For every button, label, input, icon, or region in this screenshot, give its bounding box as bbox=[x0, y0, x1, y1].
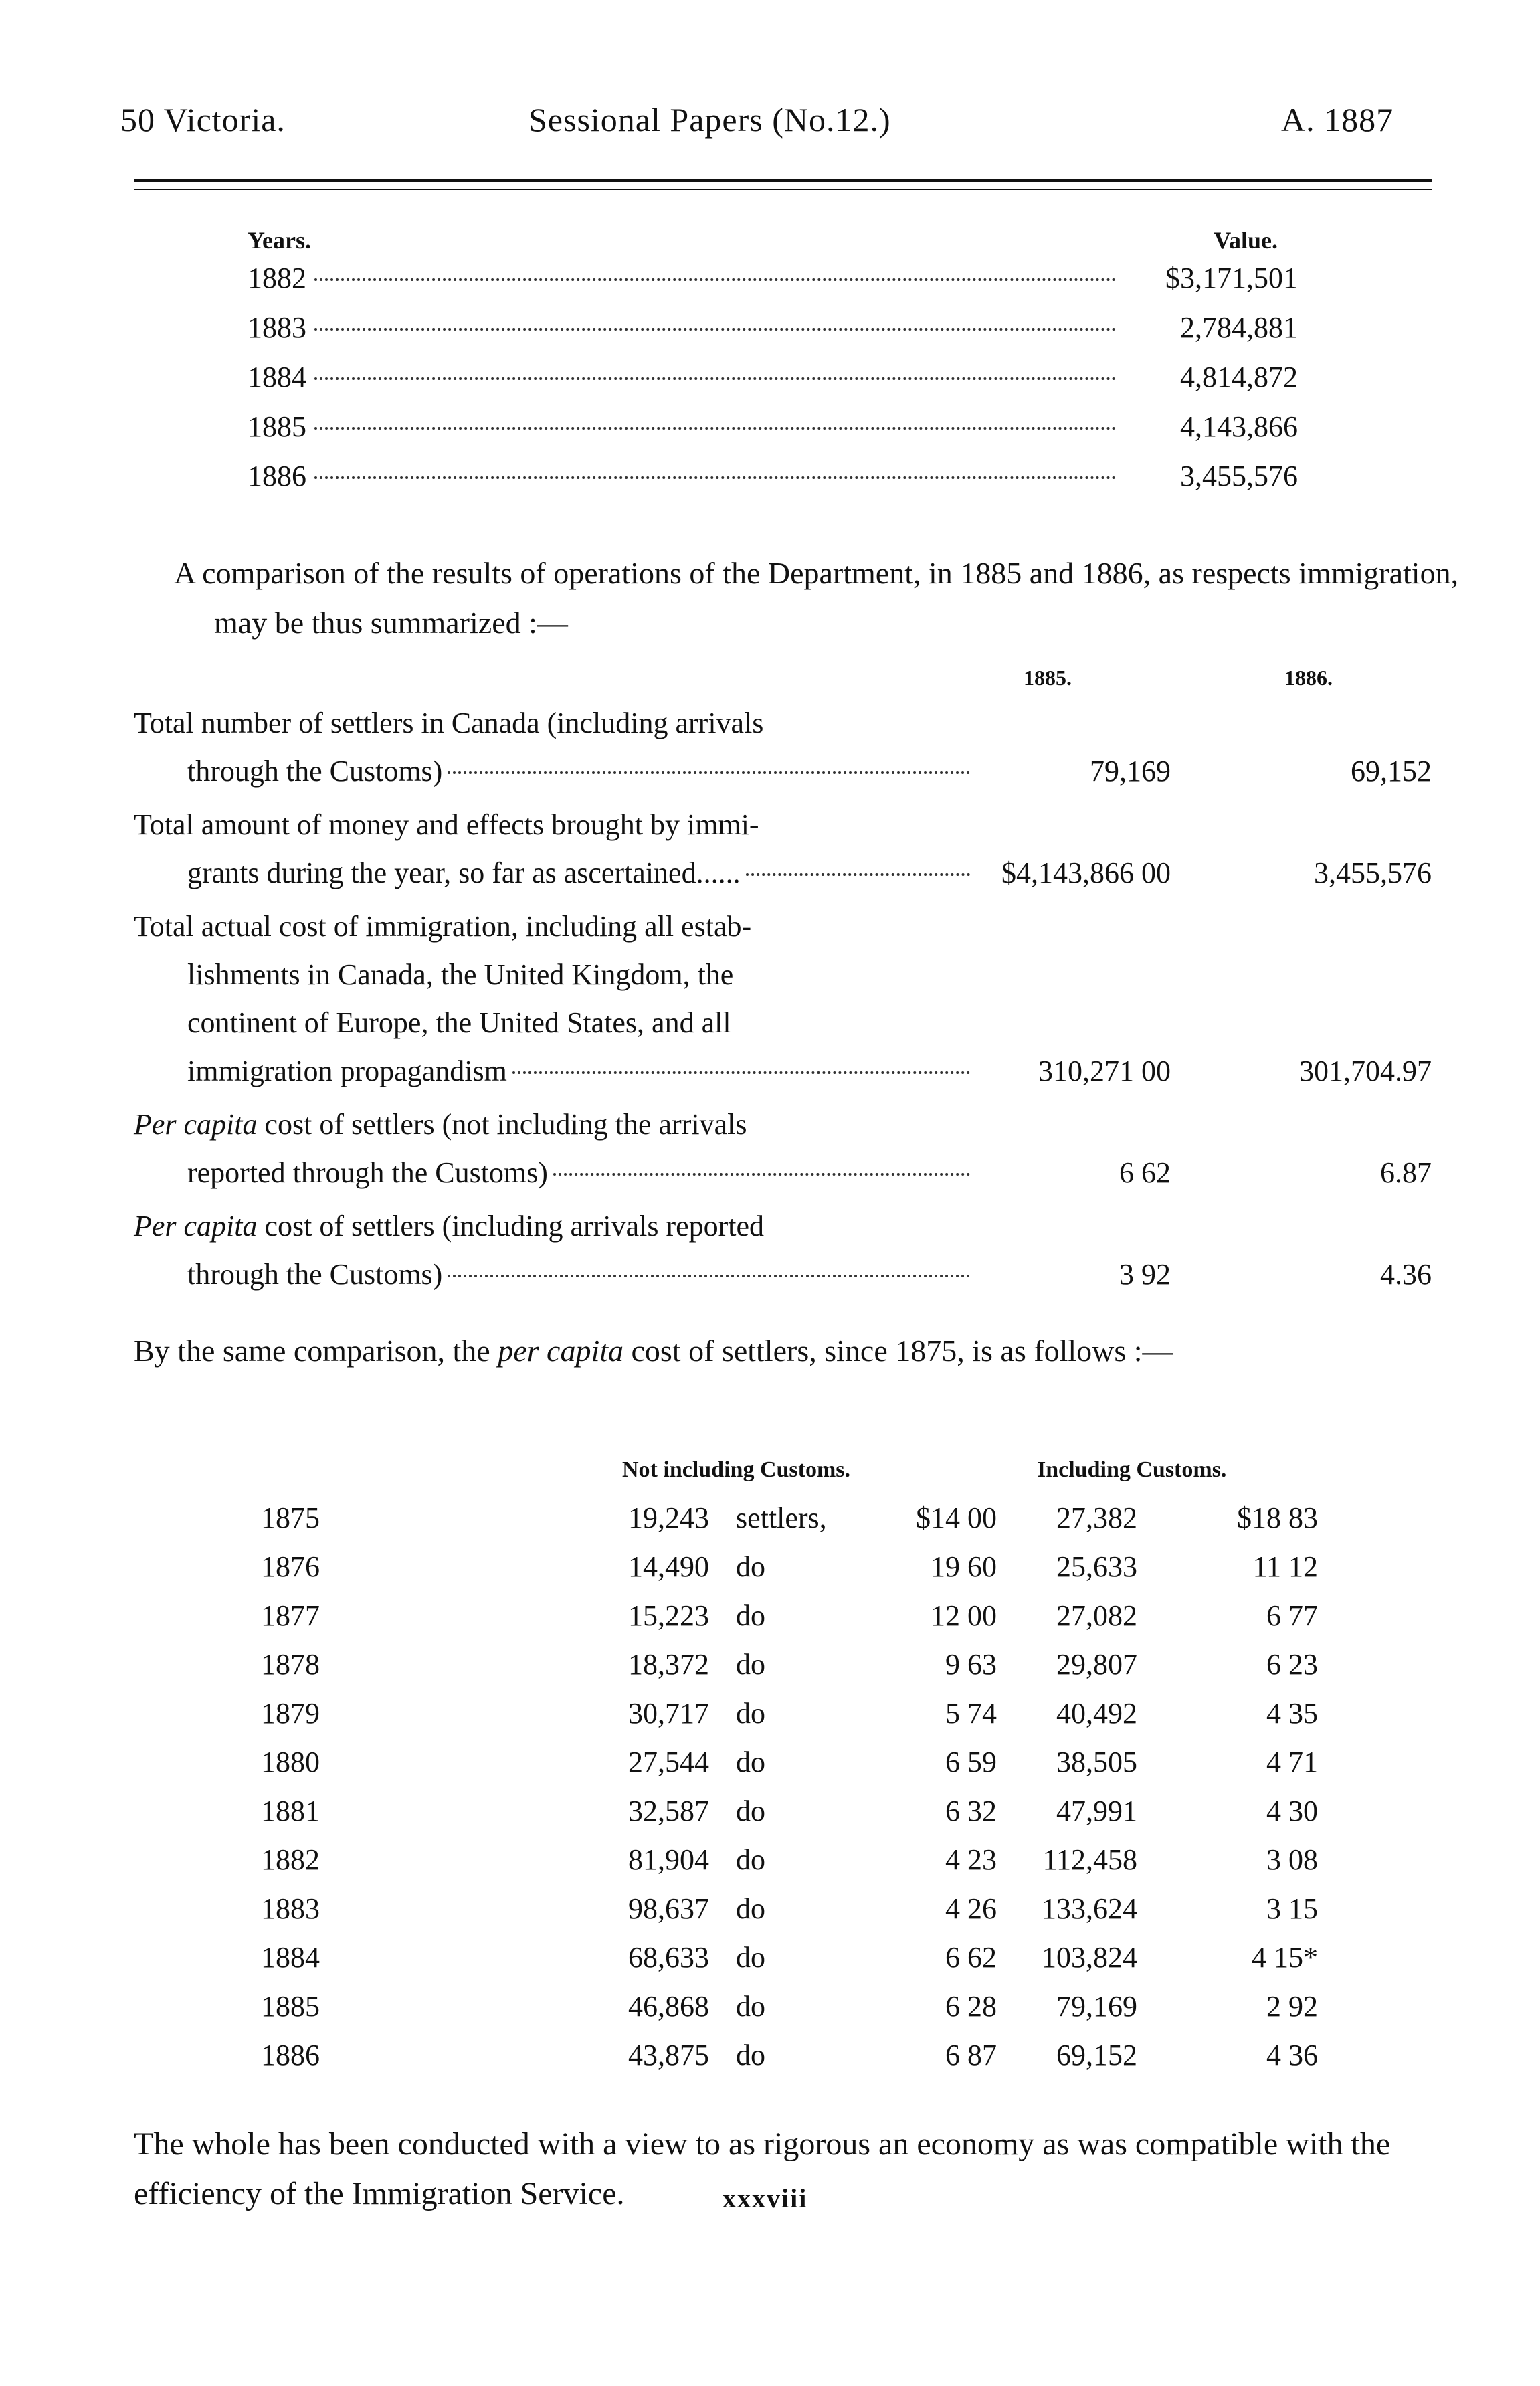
dot-leader bbox=[553, 1173, 970, 1176]
comparison-label bbox=[134, 801, 970, 897]
settlers-including: 27,382 bbox=[1056, 1501, 1137, 1534]
comparison-label-text: grants during the year, so far as ascertained...... bbox=[187, 856, 741, 889]
closing-paragraph: The whole has been conducted with a view to as rigorous an economy as was compatible with the efficiency of the Immigration Service. bbox=[134, 2126, 1391, 2211]
dot-leader bbox=[746, 873, 970, 876]
comparison-label-line bbox=[134, 999, 970, 1047]
value-year: 1886 bbox=[248, 460, 306, 492]
comparison-label-line bbox=[134, 1149, 970, 1197]
dot-leader bbox=[314, 328, 1116, 331]
settlers-unit: do bbox=[736, 1892, 765, 1925]
settlers-not-including: 27,544 bbox=[628, 1746, 709, 1778]
per-capita-year-text: 1877 bbox=[261, 1599, 320, 1632]
settlers-including: 38,505 bbox=[1056, 1746, 1137, 1778]
settlers-not-including: 14,490 bbox=[628, 1550, 709, 1583]
per-capita-row bbox=[261, 1591, 1358, 1640]
comparison-label-em: Per capita bbox=[134, 1210, 258, 1243]
cost-including: 4 30 bbox=[1266, 1795, 1318, 1827]
per-capita-year-text: 1881 bbox=[261, 1795, 320, 1827]
cost-including: 11 12 bbox=[1252, 1550, 1318, 1583]
per-capita-row bbox=[261, 1493, 1358, 1542]
comparison-value-1885: 79,169 bbox=[1090, 755, 1171, 788]
header-rule-thick bbox=[134, 179, 1432, 182]
comparison-label-text: lishments in Canada, the United Kingdom, the bbox=[187, 958, 734, 991]
comparison-label-text: Total number of settlers in Canada (including arrivals bbox=[134, 707, 764, 739]
value-amount: 2,784,881 bbox=[1180, 311, 1298, 344]
cost-not-including: 19 60 bbox=[931, 1550, 997, 1583]
per-capita-year-text: 1880 bbox=[261, 1746, 320, 1778]
settlers-not-including: 19,243 bbox=[628, 1501, 709, 1534]
comparison-label-text: reported through the Customs) bbox=[187, 1156, 548, 1189]
cost-not-including: 6 59 bbox=[945, 1746, 997, 1778]
settlers-including: 112,458 bbox=[1042, 1843, 1137, 1876]
per-capita-row bbox=[261, 1786, 1358, 1835]
value-year: 1884 bbox=[248, 361, 306, 393]
per-capita-row bbox=[261, 2031, 1358, 2080]
settlers-including: 27,082 bbox=[1056, 1599, 1137, 1632]
value-table-header bbox=[248, 221, 1298, 261]
settlers-including: 79,169 bbox=[1056, 1990, 1137, 2023]
comparison-label-line bbox=[134, 1101, 970, 1149]
per-capita-year-text: 1883 bbox=[261, 1892, 320, 1925]
per-capita-row bbox=[261, 1884, 1358, 1933]
comparison-value-1886: 301,704.97 bbox=[1299, 1054, 1432, 1087]
per-capita-row bbox=[261, 1640, 1358, 1689]
settlers-including: 40,492 bbox=[1056, 1697, 1137, 1730]
per-capita-year-text: 1878 bbox=[261, 1648, 320, 1681]
comparison-row bbox=[134, 801, 1432, 897]
dot-leader bbox=[448, 1275, 970, 1277]
settlers-unit: do bbox=[736, 1990, 765, 2023]
value-amount: 4,143,866 bbox=[1180, 410, 1298, 443]
value-year: 1885 bbox=[248, 410, 306, 443]
cost-including: 4 36 bbox=[1266, 2039, 1318, 2072]
header-session: 50 Victoria. bbox=[120, 101, 286, 139]
settlers-including: 133,624 bbox=[1042, 1892, 1137, 1925]
per-capita-row bbox=[261, 1738, 1358, 1786]
cost-not-including: 6 32 bbox=[945, 1795, 997, 1827]
settlers-not-including: 43,875 bbox=[628, 2039, 709, 2072]
col-not-including-customs: Not including Customs. bbox=[622, 1457, 851, 1482]
col-1885: 1885. bbox=[1024, 666, 1072, 690]
comparison-value-1886: 6.87 bbox=[1380, 1156, 1432, 1189]
comparison-label-text: Total actual cost of immigration, including all estab- bbox=[134, 910, 752, 943]
per-capita-year-text: 1885 bbox=[261, 1990, 320, 2023]
cost-including: 6 77 bbox=[1266, 1599, 1318, 1632]
col-1886: 1886. bbox=[1284, 666, 1333, 690]
value-amount: $3,171,501 bbox=[1165, 262, 1298, 294]
cost-not-including: 12 00 bbox=[931, 1599, 997, 1632]
value-amount: 3,455,576 bbox=[1180, 460, 1298, 492]
header-rule-thin bbox=[134, 189, 1432, 190]
settlers-not-including: 46,868 bbox=[628, 1990, 709, 2023]
per-capita-year-text: 1879 bbox=[261, 1697, 320, 1730]
cost-not-including: 9 63 bbox=[945, 1648, 997, 1681]
col-including-customs: Including Customs. bbox=[1037, 1457, 1227, 1482]
value-table bbox=[248, 221, 1298, 509]
per-capita-year-text: 1876 bbox=[261, 1550, 320, 1583]
cost-not-including: 6 87 bbox=[945, 2039, 997, 2072]
value-table-row bbox=[248, 360, 1298, 409]
value-table-row bbox=[248, 261, 1298, 310]
cost-not-including: 6 62 bbox=[945, 1941, 997, 1974]
comparison-label-line bbox=[134, 951, 970, 999]
cost-including: 2 92 bbox=[1266, 1990, 1318, 2023]
settlers-unit: do bbox=[736, 1843, 765, 1876]
header-title: Sessional Papers (No.12.) bbox=[528, 101, 891, 139]
dot-leader bbox=[448, 771, 970, 774]
comparison-label-line bbox=[134, 747, 970, 796]
comparison-row bbox=[134, 1202, 1432, 1299]
dot-leader bbox=[314, 427, 1116, 430]
comparison-label-line bbox=[134, 849, 970, 897]
comparison-label-text: Per capita cost of settlers (not including the arrivals bbox=[134, 1108, 747, 1141]
cost-including: 3 15 bbox=[1266, 1892, 1318, 1925]
comparison-label-text: immigration propagandism bbox=[187, 1054, 507, 1087]
settlers-not-including: 18,372 bbox=[628, 1648, 709, 1681]
settlers-unit: do bbox=[736, 1746, 765, 1778]
dot-leader bbox=[512, 1071, 970, 1074]
per-capita-row bbox=[261, 1689, 1358, 1738]
settlers-not-including: 81,904 bbox=[628, 1843, 709, 1876]
comparison-label bbox=[134, 903, 970, 1095]
comparison-row bbox=[134, 699, 1432, 796]
settlers-unit: do bbox=[736, 1648, 765, 1681]
settlers-including: 69,152 bbox=[1056, 2039, 1137, 2072]
settlers-unit: do bbox=[736, 1795, 765, 1827]
col-years: Years. bbox=[248, 227, 311, 254]
cost-not-including: 5 74 bbox=[945, 1697, 997, 1730]
comparison-label-text: Per capita cost of settlers (including arrivals reported bbox=[134, 1210, 765, 1243]
comparison-label-line bbox=[134, 801, 970, 849]
comparison-label-line bbox=[134, 1202, 970, 1251]
comparison-label-line bbox=[134, 1047, 970, 1095]
page-folio: xxxviii bbox=[723, 2183, 808, 2213]
settlers-not-including: 98,637 bbox=[628, 1892, 709, 1925]
per-capita-paragraph bbox=[134, 1326, 1432, 1376]
comparison-label-text: continent of Europe, the United States, and all bbox=[187, 1006, 731, 1039]
per-capita-row bbox=[261, 1542, 1358, 1591]
per-capita-year-text: 1884 bbox=[261, 1941, 320, 1974]
comparison-value-1885: 310,271 00 bbox=[1038, 1054, 1171, 1087]
intro-paragraph: A comparison of the results of operations of the Department, in 1885 and 1886, as respects immigration, may be thus summarized :— bbox=[174, 556, 1459, 640]
per-capita-row bbox=[261, 1933, 1358, 1982]
dot-leader bbox=[314, 476, 1116, 479]
comparison-value-1886: 69,152 bbox=[1351, 755, 1432, 788]
comparison-value-1886: 3,455,576 bbox=[1314, 856, 1432, 889]
comparison-value-1885: $4,143,866 00 bbox=[1001, 856, 1171, 889]
per-capita-year-text: 1886 bbox=[261, 2039, 320, 2072]
settlers-not-including: 68,633 bbox=[628, 1941, 709, 1974]
value-year: 1883 bbox=[248, 311, 306, 344]
cost-including: 3 08 bbox=[1266, 1843, 1318, 1876]
per-capita-text-after: cost of settlers, since 1875, is as follows :— bbox=[623, 1334, 1173, 1368]
comparison-header bbox=[134, 659, 1432, 699]
comparison-label-text: through the Customs) bbox=[187, 1258, 443, 1291]
settlers-not-including: 30,717 bbox=[628, 1697, 709, 1730]
col-value: Value. bbox=[1214, 227, 1278, 254]
cost-including: $18 83 bbox=[1237, 1501, 1318, 1534]
settlers-including: 103,824 bbox=[1042, 1941, 1137, 1974]
value-year: 1882 bbox=[248, 262, 306, 294]
comparison-row bbox=[134, 903, 1432, 1095]
comparison-label-line bbox=[134, 1251, 970, 1299]
comparison-label bbox=[134, 1202, 970, 1299]
settlers-not-including: 15,223 bbox=[628, 1599, 709, 1632]
comparison-label-em: Per capita bbox=[134, 1108, 258, 1141]
settlers-unit: do bbox=[736, 1941, 765, 1974]
settlers-including: 25,633 bbox=[1056, 1550, 1137, 1583]
per-capita-year-text: 1875 bbox=[261, 1501, 320, 1534]
settlers-unit: do bbox=[736, 1599, 765, 1632]
comparison-label-text: through the Customs) bbox=[187, 755, 443, 788]
settlers-including: 47,991 bbox=[1056, 1795, 1137, 1827]
per-capita-year-text: 1882 bbox=[261, 1843, 320, 1876]
header-year: A. 1887 bbox=[1281, 101, 1394, 139]
settlers-not-including: 32,587 bbox=[628, 1795, 709, 1827]
comparison-label bbox=[134, 1101, 970, 1197]
per-capita-row bbox=[261, 1835, 1358, 1884]
comparison-label-line bbox=[134, 903, 970, 951]
per-capita-text-em: per capita bbox=[498, 1334, 624, 1368]
comparison-label bbox=[134, 699, 970, 796]
per-capita-table bbox=[261, 1452, 1358, 2080]
value-table-row bbox=[248, 459, 1298, 509]
cost-not-including: 4 23 bbox=[945, 1843, 997, 1876]
comparison-label-line bbox=[134, 699, 970, 747]
comparison-value-1886: 4.36 bbox=[1380, 1258, 1432, 1291]
value-table-row bbox=[248, 310, 1298, 360]
cost-not-including: 4 26 bbox=[945, 1892, 997, 1925]
comparison-value-1885: 3 92 bbox=[1119, 1258, 1171, 1291]
cost-including: 4 35 bbox=[1266, 1697, 1318, 1730]
dot-leader bbox=[314, 377, 1116, 380]
settlers-unit: settlers, bbox=[736, 1501, 827, 1534]
value-amount: 4,814,872 bbox=[1180, 361, 1298, 393]
cost-including: 4 15* bbox=[1252, 1941, 1318, 1974]
per-capita-row bbox=[261, 1982, 1358, 2031]
settlers-unit: do bbox=[736, 1550, 765, 1583]
comparison-row bbox=[134, 1101, 1432, 1197]
cost-not-including: $14 00 bbox=[916, 1501, 997, 1534]
per-capita-header bbox=[261, 1452, 1358, 1493]
settlers-unit: do bbox=[736, 2039, 765, 2072]
settlers-including: 29,807 bbox=[1056, 1648, 1137, 1681]
comparison-label-text: Total amount of money and effects brought by immi- bbox=[134, 808, 759, 841]
comparison-table bbox=[134, 659, 1432, 1304]
comparison-value-1885: 6 62 bbox=[1119, 1156, 1171, 1189]
value-table-row bbox=[248, 409, 1298, 459]
dot-leader bbox=[314, 278, 1116, 281]
settlers-unit: do bbox=[736, 1697, 765, 1730]
per-capita-text-before: By the same comparison, the bbox=[134, 1334, 498, 1368]
cost-not-including: 6 28 bbox=[945, 1990, 997, 2023]
cost-including: 4 71 bbox=[1266, 1746, 1318, 1778]
cost-including: 6 23 bbox=[1266, 1648, 1318, 1681]
